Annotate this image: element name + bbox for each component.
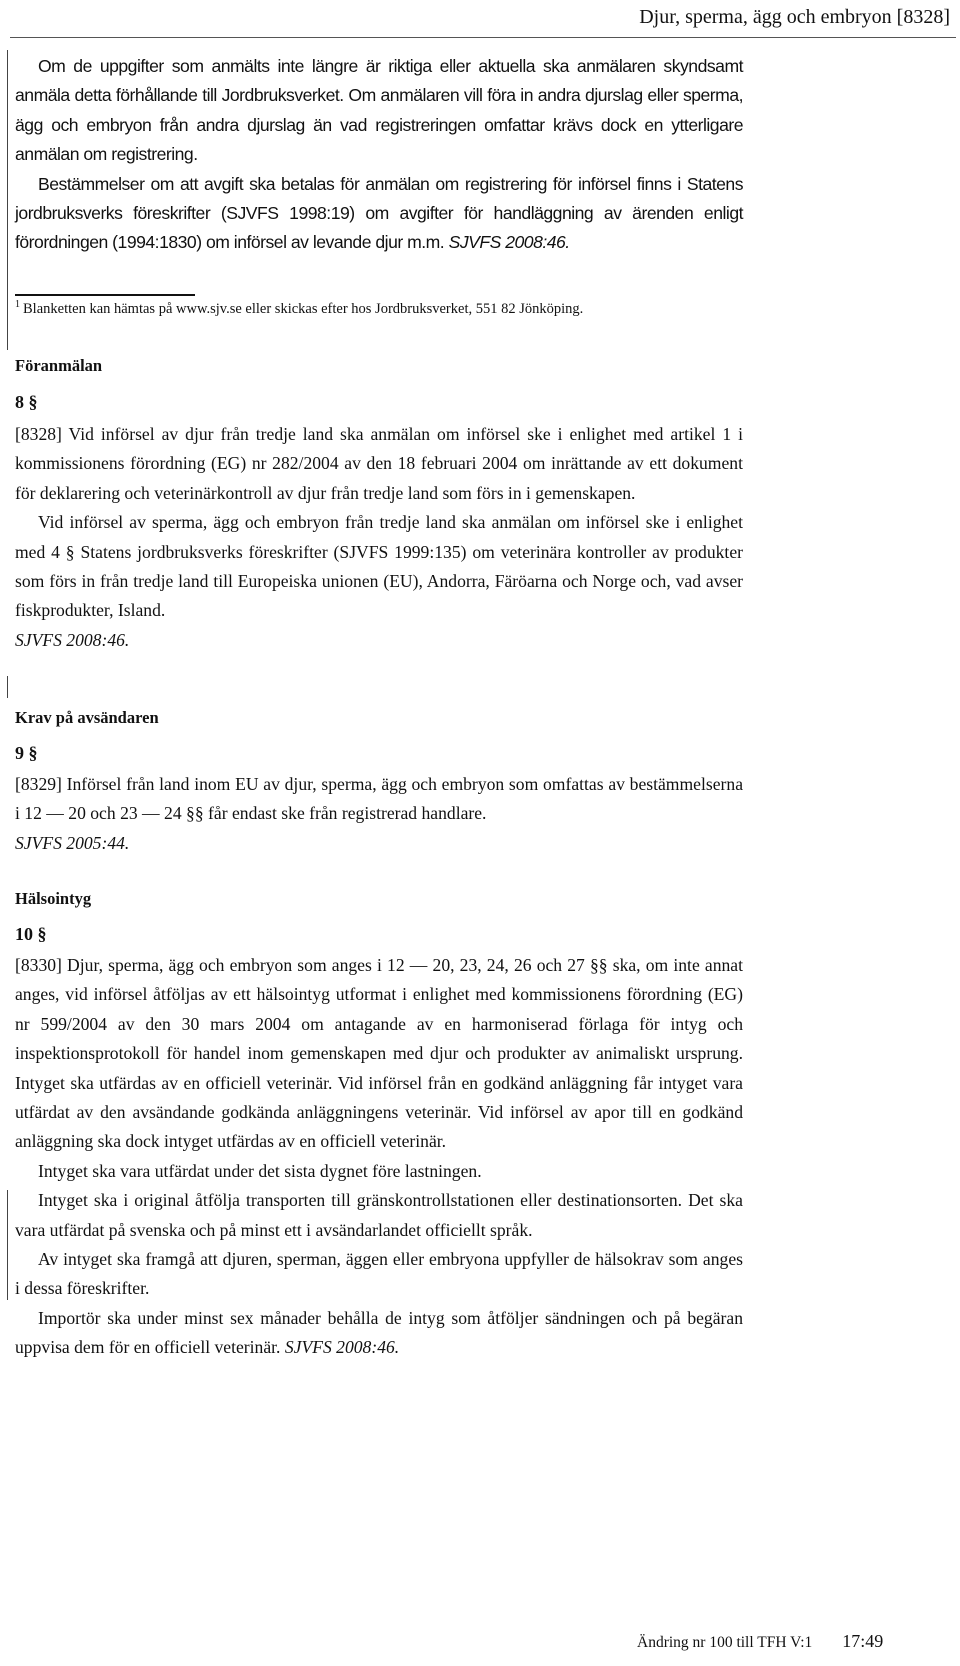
paragraph-8330-c: Intyget ska i original åtfölja transporten till gränskontrollstationen eller destinationsorten. Det ska vara utfärdat på svenska och på minst ett i avsändarlandet officiellt språk. [15, 1190, 743, 1240]
regulation-reference: SJVFS 2005:44. [15, 832, 130, 853]
page-footer [637, 1631, 883, 1652]
amendment-label: Ändring nr 100 till TFH V:1 [637, 1634, 813, 1651]
intro-paragraph: Om de uppgifter som anmälts inte längre är riktiga eller aktuella ska anmälaren skyndsamt anmäla detta förhållande till Jordbruksverket. Om anmälaren vill föra in andra djurslag eller sperma, ägg och embryon från andra djurslag än vad registreringen omfattar krävs dock en ytterligare anmälan om registrering. [15, 56, 743, 165]
paragraph-8330-d: Av intyget ska framgå att djuren, sperman, äggen eller embryona uppfyller de hälsokrav som anges i dessa föreskrifter. [15, 1249, 743, 1299]
section-8-body [15, 420, 743, 655]
section-heading: Hälsointyg [15, 889, 92, 908]
paragraph-8330-e: Importör ska under minst sex månader behålla de intyg som åtföljer sändningen och på begäran uppvisa dem för en officiell veterinär. SJVFS 2008:46. [15, 1307, 743, 1358]
paragraph-8328: [8328] Vid införsel av djur från tredje land ska anmälan om införsel ske i enlighet med artikel 1 i kommissionens förordning (EG) nr 282/2004 av den 18 februari 2004 om inrättande av ett dokument för deklarering och veterinärkontroll av djur från tredje land som förs in i gemenskapen. [15, 424, 743, 503]
change-bar-intro [7, 50, 8, 350]
intro-block [15, 52, 743, 258]
section-10-body [15, 951, 743, 1363]
paragraph-8328-b: Vid införsel av sperma, ägg och embryon från tredje land ska anmälan om införsel ske i enlighet med 4 § Statens jordbruksverks föreskrifter (SJVFS 1999:135) om veterinära kontroller av produkter som förs in från tredje land till Europeiska unionen (EU), Andorra, Färöarna och Norge och, vad avser fiskprodukter, Island. [15, 512, 743, 621]
section-number: 9 § [15, 743, 38, 763]
regulation-reference: SJVFS 2008:46. [284, 1337, 400, 1358]
regulation-reference: SJVFS 2008:46. [448, 232, 570, 253]
header-divider [10, 37, 956, 38]
footnote-text: Blanketten kan hämtas på www.sjv.se eller skickas efter hos Jordbruksverket, 551 82 Jönköping. [23, 301, 584, 317]
section-heading: Föranmälan [15, 356, 103, 375]
change-bar-8 [7, 676, 8, 698]
footnote-marker: 1 [15, 299, 20, 310]
section-9-body [15, 770, 743, 858]
section-number: 8 § [15, 392, 38, 412]
section-heading: Krav på avsändaren [15, 708, 159, 727]
running-header: Djur, sperma, ägg och embryon [8328] [639, 6, 950, 28]
footnote-divider [15, 294, 195, 296]
paragraph-8330: [8330] Djur, sperma, ägg och embryon som anges i 12 — 20, 23, 24, 26 och 27 §§ ska, om inte annat anges, vid införsel åtföljas av ett hälsointyg utformat i enlighet med kommissionens förordning (EG) nr 599/2004 av den 30 mars 2004 om antagande av en harmoniserad förlaga för intyg och inspektionsprotokoll för handel inom gemenskapen med djur och produkter av animaliskt ursprung. Intyget ska utfärdas av en officiell veterinär. Vid införsel från en godkänd anläggning får intyget vara utfärdat av den avsändande godkända anläggningens veterinär. Vid införsel av apor till en godkänd anläggning ska dock intyget utfärdas av en officiell veterinär. [15, 955, 743, 1152]
change-bar-10 [7, 1190, 8, 1300]
page-number: 17:49 [842, 1631, 884, 1651]
fee-paragraph: Bestämmelser om att avgift ska betalas för anmälan om registrering för införsel finns i Statens jordbruksverks föreskrifter (SJVFS 1998:19) om avgifter för handläggning av ärenden enligt förordningen (1994:1830) om införsel av levande djur m.m. SJVFS 2008:46. [15, 173, 743, 253]
regulation-reference: SJVFS 2008:46. [15, 629, 130, 650]
paragraph-8330-b: Intyget ska vara utfärdat under det sista dygnet före lastningen. [38, 1160, 482, 1181]
footnote [15, 301, 743, 318]
paragraph-8329: [8329] Införsel från land inom EU av djur, sperma, ägg och embryon som omfattas av bestämmelserna i 12 — 20 och 23 — 24 §§ får endast ske från registrerad handlare. [15, 774, 743, 824]
section-number: 10 § [15, 924, 47, 944]
